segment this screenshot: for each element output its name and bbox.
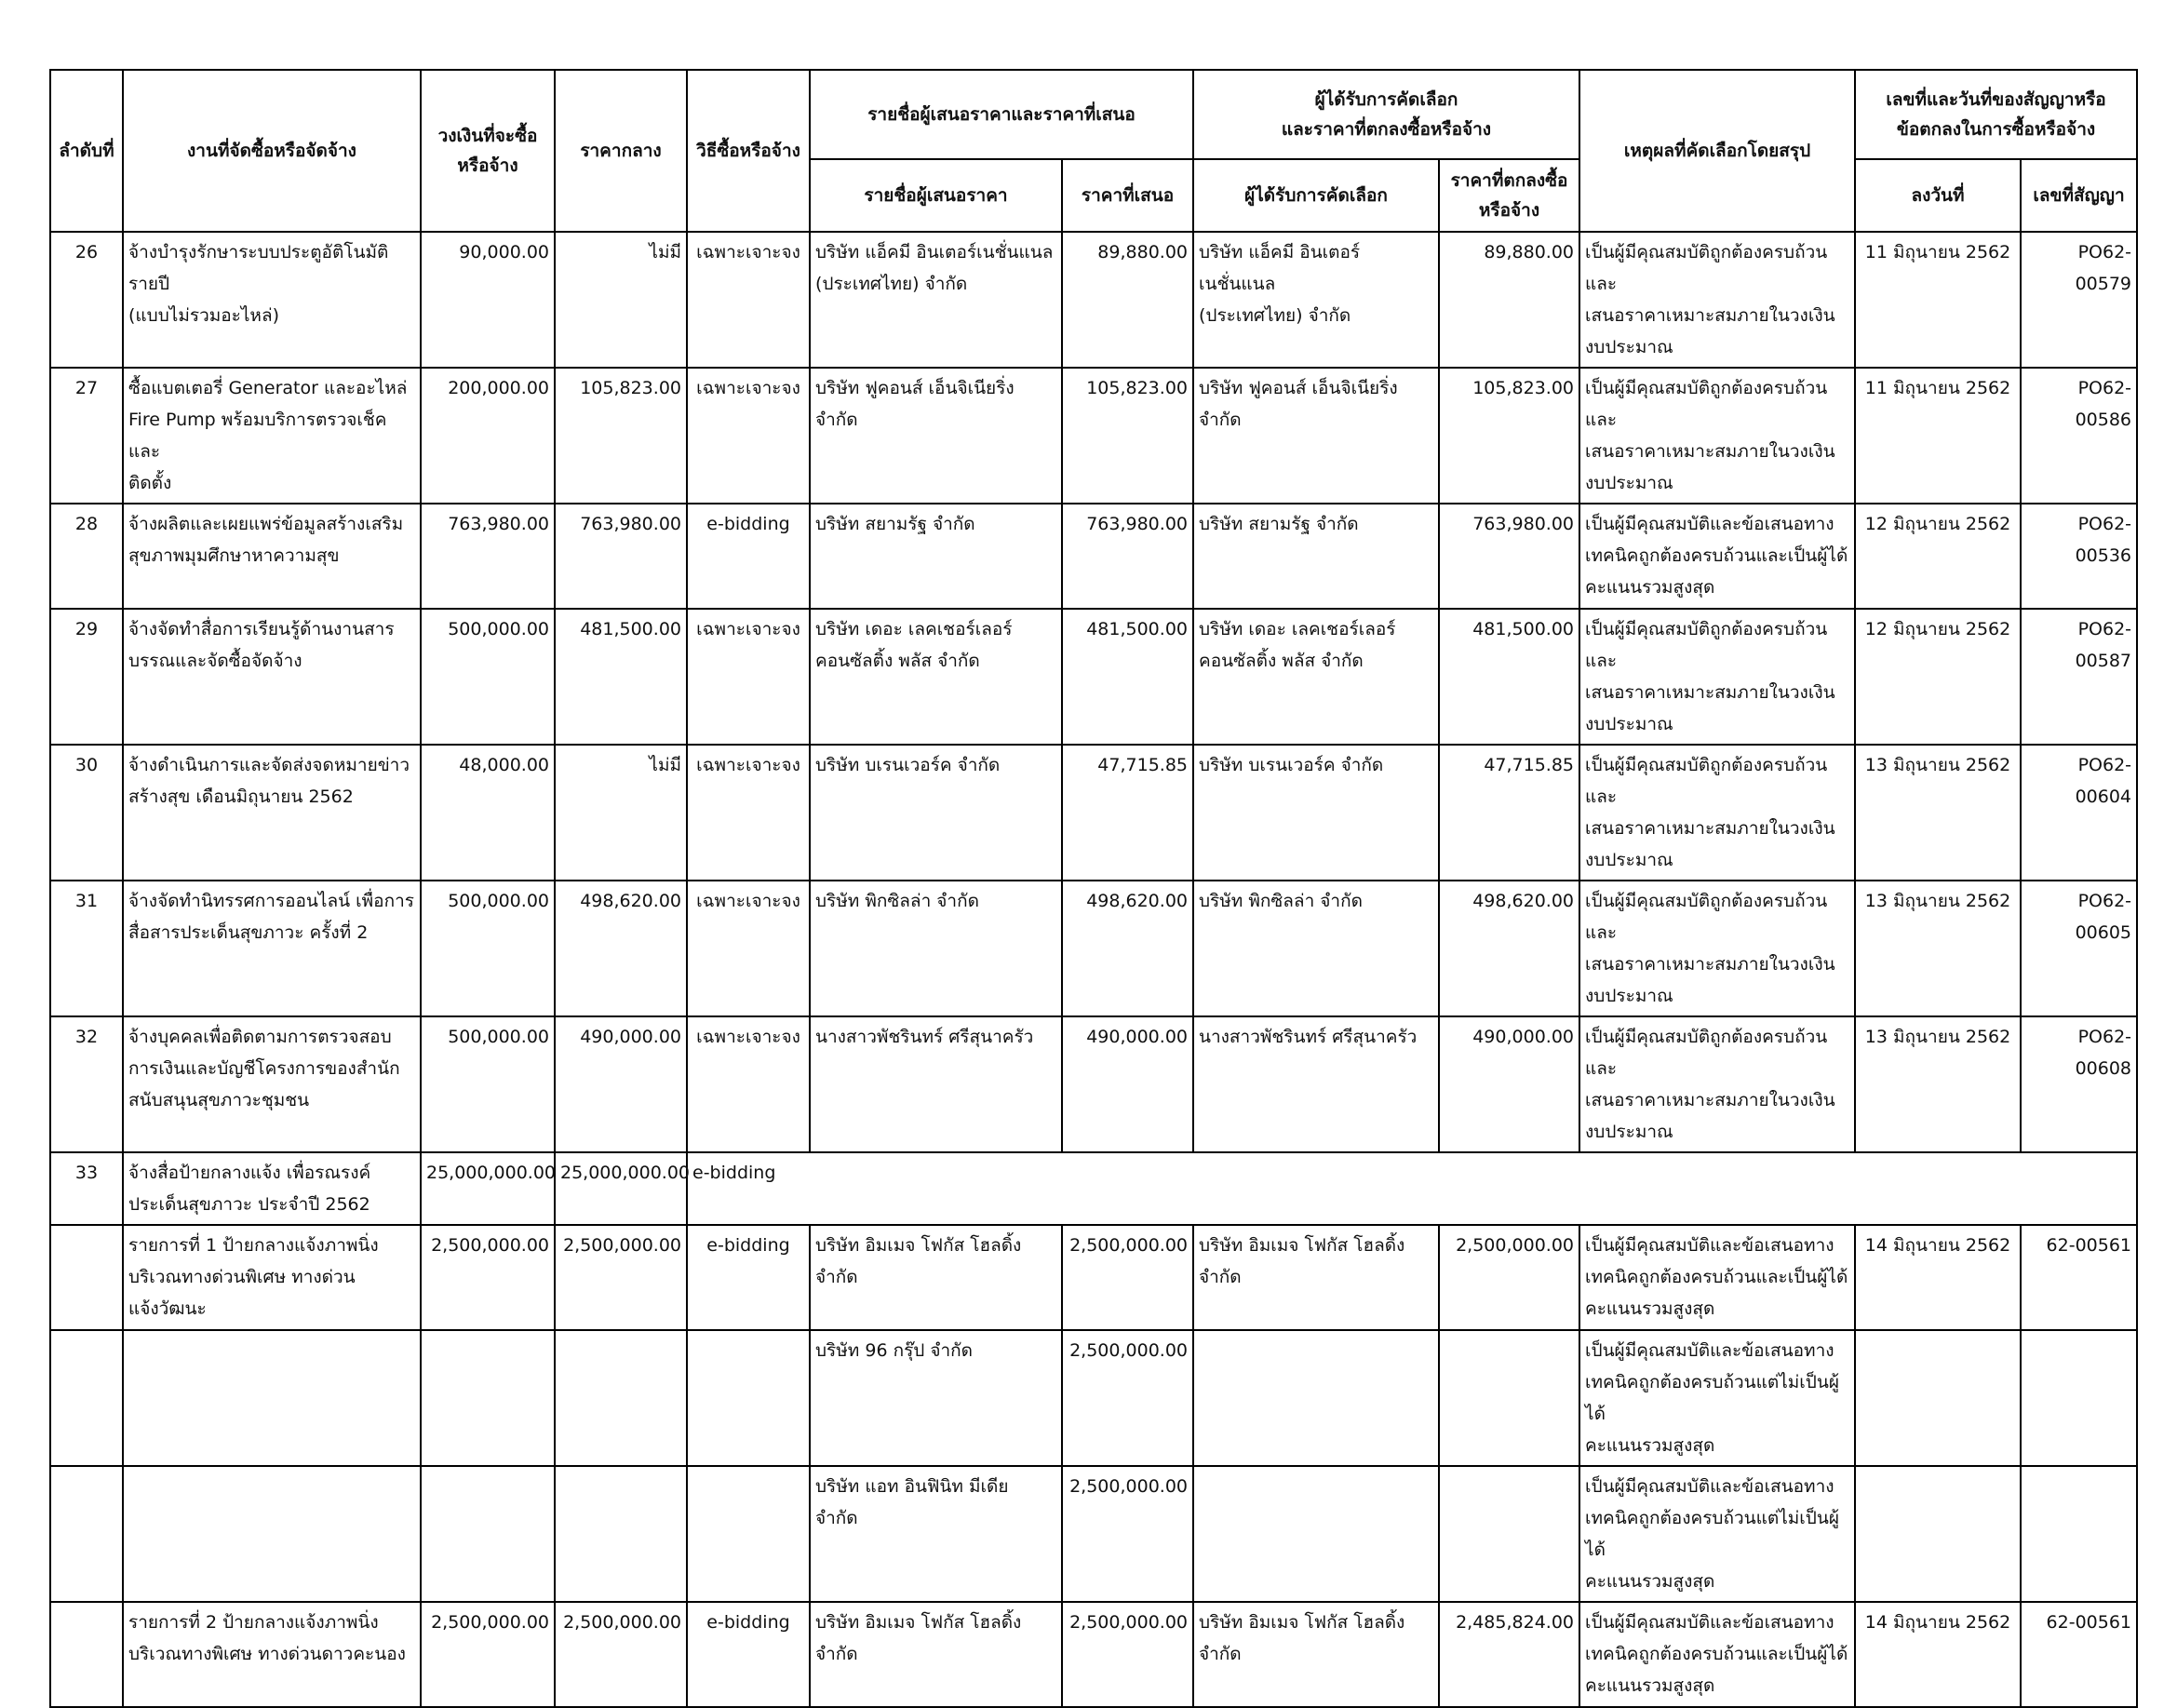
cell-bid-price: 2,500,000.00 [1062, 1602, 1193, 1707]
cell-method: เฉพาะเจาะจง [687, 745, 810, 881]
cell-seq-empty [50, 1225, 123, 1330]
cell-bid-price: 481,500.00 [1062, 609, 1193, 745]
cell-winner: บริษัท บเรนเวอร์ค จำกัด [1193, 745, 1439, 881]
cell-winner: บริษัท เดอะ เลคเชอร์เลอร์ คอนซัลติ้ง พลัส จำกัด [1193, 609, 1439, 745]
cell-contract: PO62-00608 [2021, 1016, 2137, 1152]
table-row [50, 232, 2137, 368]
cell-method: e-bidding [687, 1225, 810, 1330]
procurement-table [49, 69, 2138, 1708]
cell-work: จ้างบุคคลเพื่อติดตามการตรวจสอบ การเงินและบัญชีโครงการของสำนัก สนับสนุนสุขภาวะชุมชน [123, 1016, 421, 1152]
cell-work: รายการที่ 2 ป้ายกลางแจ้งภาพนิ่ง บริเวณทางพิเศษ ทางด่วนดาวคะนอง [123, 1602, 421, 1707]
cell-bidder: บริษัท พิกซิลล่า จำกัด [810, 881, 1062, 1016]
cell-reason: เป็นผู้มีคุณสมบัติและข้อเสนอทาง เทคนิคถูกต้องครบถ้วนแต่ไม่เป็นผู้ได้ คะแนนรวมสูงสุด [1579, 1330, 1855, 1466]
cell-reason: เป็นผู้มีคุณสมบัติถูกต้องครบถ้วนและ เสนอราคาเหมาะสมภายในวงเงิน งบประมาณ [1579, 232, 1855, 368]
cell-date: 14 มิถุนายน 2562 [1855, 1602, 2021, 1707]
table-row [50, 1330, 2137, 1466]
table-row [50, 504, 2137, 609]
cell-method: เฉพาะเจาะจง [687, 368, 810, 504]
table-row [50, 1466, 2137, 1602]
cell-seq: 33 [50, 1152, 123, 1225]
cell-agreed-price: 763,980.00 [1439, 504, 1579, 609]
cell-median: 481,500.00 [555, 609, 687, 745]
cell-contract: PO62-00579 [2021, 232, 2137, 368]
cell-median: 498,620.00 [555, 881, 687, 1016]
cell-budget: 500,000.00 [421, 609, 555, 745]
cell-agreed-price: 490,000.00 [1439, 1016, 1579, 1152]
cell-winner: บริษัท สยามรัฐ จำกัด [1193, 504, 1439, 609]
header-budget: วงเงินที่จะซื้อ หรือจ้าง [421, 70, 555, 232]
cell-bid-price: 2,500,000.00 [1062, 1466, 1193, 1602]
cell-reason: เป็นผู้มีคุณสมบัติและข้อเสนอทาง เทคนิคถูกต้องครบถ้วนและเป็นผู้ได้ คะแนนรวมสูงสุด [1579, 1602, 1855, 1707]
cell-method: e-bidding [687, 504, 810, 609]
table-row [50, 1016, 2137, 1152]
cell-bid-price: 105,823.00 [1062, 368, 1193, 504]
cell-bidder: บริษัท อิมเมจ โฟกัส โฮลดิ้ง จำกัด [810, 1602, 1062, 1707]
cell-winner: บริษัท อิมเมจ โฟกัส โฮลดิ้ง จำกัด [1193, 1225, 1439, 1330]
cell-contract: PO62-00587 [2021, 609, 2137, 745]
cell-agreed-price: 481,500.00 [1439, 609, 1579, 745]
cell-winner: บริษัท พิกซิลล่า จำกัด [1193, 881, 1439, 1016]
cell-seq: 29 [50, 609, 123, 745]
cell-bidder: บริษัท อิมเมจ โฟกัส โฮลดิ้ง จำกัด [810, 1225, 1062, 1330]
header-bidders-group: รายชื่อผู้เสนอราคาและราคาที่เสนอ [810, 70, 1193, 159]
cell-method: เฉพาะเจาะจง [687, 881, 810, 1016]
cell-date: 11 มิถุนายน 2562 [1855, 232, 2021, 368]
cell-contract: PO62-00605 [2021, 881, 2137, 1016]
cell-budget: 200,000.00 [421, 368, 555, 504]
cell-work: รายการที่ 1 ป้ายกลางแจ้งภาพนิ่ง บริเวณทางด่วนพิเศษ ทางด่วนแจ้งวัฒนะ [123, 1225, 421, 1330]
cell-agreed-price: 2,500,000.00 [1439, 1225, 1579, 1330]
cell-bid-price: 47,715.85 [1062, 745, 1193, 881]
header-contract-no: เลขที่สัญญา [2021, 159, 2137, 232]
cell-seq: 28 [50, 504, 123, 609]
table-row [50, 745, 2137, 881]
cell-bidder: บริษัท เดอะ เลคเชอร์เลอร์ คอนซัลติ้ง พลัส จำกัด [810, 609, 1062, 745]
header-median-price: ราคากลาง [555, 70, 687, 232]
header-method: วิธีซื้อหรือจ้าง [687, 70, 810, 232]
cell-winner: บริษัท อิมเมจ โฟกัส โฮลดิ้ง จำกัด [1193, 1602, 1439, 1707]
header-winner-name: ผู้ได้รับการคัดเลือก [1193, 159, 1439, 232]
cell-median: 490,000.00 [555, 1016, 687, 1152]
cell-reason: เป็นผู้มีคุณสมบัติและข้อเสนอทาง เทคนิคถูกต้องครบถ้วนและเป็นผู้ได้ คะแนนรวมสูงสุด [1579, 504, 1855, 609]
cell-winner: บริษัท แอ็คมี อินเตอร์เนชั่นแนล (ประเทศไทย) จำกัด [1193, 232, 1439, 368]
cell-seq: 31 [50, 881, 123, 1016]
cell-method: e-bidding [687, 1152, 2137, 1225]
header-agreed-price: ราคาที่ตกลงซื้อ หรือจ้าง [1439, 159, 1579, 232]
table-body [50, 232, 2137, 1152]
cell-reason: เป็นผู้มีคุณสมบัติถูกต้องครบถ้วนและ เสนอราคาเหมาะสมภายในวงเงิน งบประมาณ [1579, 368, 1855, 504]
cell-bid-price: 89,880.00 [1062, 232, 1193, 368]
cell-work: จ้างสื่อป้ายกลางแจ้ง เพื่อรณรงค์ ประเด็นสุขภาวะ ประจำปี 2562 [123, 1152, 421, 1225]
cell-bid-price: 490,000.00 [1062, 1016, 1193, 1152]
cell-budget: 2,500,000.00 [421, 1225, 555, 1330]
cell-budget: 25,000,000.00 [421, 1152, 555, 1225]
header-contract-group: เลขที่และวันที่ของสัญญาหรือ ข้อตกลงในการซื้อหรือจ้าง [1855, 70, 2137, 159]
cell-reason: เป็นผู้มีคุณสมบัติและข้อเสนอทาง เทคนิคถูกต้องครบถ้วนแต่ไม่เป็นผู้ได้ คะแนนรวมสูงสุด [1579, 1466, 1855, 1602]
table-row [50, 368, 2137, 504]
cell-work: จ้างจัดทำสื่อการเรียนรู้ด้านงานสาร บรรณและจัดซื้อจัดจ้าง [123, 609, 421, 745]
cell-bidder: บริษัท 96 กรุ๊ป จำกัด [810, 1330, 1062, 1466]
cell-date: 14 มิถุนายน 2562 [1855, 1225, 2021, 1330]
header-signed-date: ลงวันที่ [1855, 159, 2021, 232]
row-33-group [50, 1152, 2137, 1707]
cell-budget: 90,000.00 [421, 232, 555, 368]
header-reason: เหตุผลที่คัดเลือกโดยสรุป [1579, 70, 1855, 232]
cell-bidder: บริษัท แอท อินฟินิท มีเดีย จำกัด [810, 1466, 1062, 1602]
cell-contract: PO62-00536 [2021, 504, 2137, 609]
cell-method: เฉพาะเจาะจง [687, 609, 810, 745]
cell-bidder: บริษัท บเรนเวอร์ค จำกัด [810, 745, 1062, 881]
cell-bidder: บริษัท ฟูคอนส์ เอ็นจิเนียริ่ง จำกัด [810, 368, 1062, 504]
cell-method: e-bidding [687, 1602, 810, 1707]
cell-budget: 500,000.00 [421, 881, 555, 1016]
cell-median: 763,980.00 [555, 504, 687, 609]
cell-bid-price: 763,980.00 [1062, 504, 1193, 609]
cell-bidder: บริษัท สยามรัฐ จำกัด [810, 504, 1062, 609]
cell-reason: เป็นผู้มีคุณสมบัติถูกต้องครบถ้วนและ เสนอราคาเหมาะสมภายในวงเงิน งบประมาณ [1579, 609, 1855, 745]
cell-date: 13 มิถุนายน 2562 [1855, 745, 2021, 881]
cell-median: 2,500,000.00 [555, 1602, 687, 1707]
cell-median: 105,823.00 [555, 368, 687, 504]
cell-method: เฉพาะเจาะจง [687, 1016, 810, 1152]
cell-budget: 48,000.00 [421, 745, 555, 881]
header-work: งานที่จัดซื้อหรือจัดจ้าง [123, 70, 421, 232]
cell-bid-price: 2,500,000.00 [1062, 1330, 1193, 1466]
header-winner-group: ผู้ได้รับการคัดเลือก และราคาที่ตกลงซื้อหรือจ้าง [1193, 70, 1579, 159]
table-row [50, 1225, 2137, 1330]
cell-reason: เป็นผู้มีคุณสมบัติและข้อเสนอทาง เทคนิคถูกต้องครบถ้วนและเป็นผู้ได้ คะแนนรวมสูงสุด [1579, 1225, 1855, 1330]
cell-work: ซื้อแบตเตอรี่ Generator และอะไหล่ Fire Pump พร้อมบริการตรวจเช็คและ ติดตั้ง [123, 368, 421, 504]
cell-seq-empty [50, 1602, 123, 1707]
cell-contract: 62-00561 [2021, 1602, 2137, 1707]
cell-median: ไม่มี [555, 745, 687, 881]
cell-agreed-price: 47,715.85 [1439, 745, 1579, 881]
cell-seq: 32 [50, 1016, 123, 1152]
cell-median: ไม่มี [555, 232, 687, 368]
cell-median: 25,000,000.00 [555, 1152, 687, 1225]
header-bid-price: ราคาที่เสนอ [1062, 159, 1193, 232]
cell-reason: เป็นผู้มีคุณสมบัติถูกต้องครบถ้วนและ เสนอราคาเหมาะสมภายในวงเงิน งบประมาณ [1579, 745, 1855, 881]
table-row [50, 1602, 2137, 1707]
cell-seq: 26 [50, 232, 123, 368]
cell-bidder: นางสาวพัชรินทร์ ศรีสุนาครัว [810, 1016, 1062, 1152]
header-seq: ลำดับที่ [50, 70, 123, 232]
cell-reason: เป็นผู้มีคุณสมบัติถูกต้องครบถ้วนและ เสนอราคาเหมาะสมภายในวงเงิน งบประมาณ [1579, 881, 1855, 1016]
cell-budget: 763,980.00 [421, 504, 555, 609]
cell-date: 11 มิถุนายน 2562 [1855, 368, 2021, 504]
cell-seq: 30 [50, 745, 123, 881]
table-row [50, 609, 2137, 745]
cell-winner: บริษัท ฟูคอนส์ เอ็นจิเนียริ่ง จำกัด [1193, 368, 1439, 504]
cell-bidder: บริษัท แอ็คมี อินเตอร์เนชั่นแนล (ประเทศไทย) จำกัด [810, 232, 1062, 368]
cell-bid-price: 498,620.00 [1062, 881, 1193, 1016]
cell-work: จ้างผลิตและเผยแพร่ข้อมูลสร้างเสริม สุขภาพมุมศึกษาหาความสุข [123, 504, 421, 609]
cell-agreed-price: 498,620.00 [1439, 881, 1579, 1016]
cell-agreed-price: 105,823.00 [1439, 368, 1579, 504]
cell-work: จ้างดำเนินการและจัดส่งจดหมายข่าว สร้างสุข เดือนมิถุนายน 2562 [123, 745, 421, 881]
cell-date: 12 มิถุนายน 2562 [1855, 609, 2021, 745]
cell-seq: 27 [50, 368, 123, 504]
cell-winner: นางสาวพัชรินทร์ ศรีสุนาครัว [1193, 1016, 1439, 1152]
cell-method: เฉพาะเจาะจง [687, 232, 810, 368]
cell-date: 12 มิถุนายน 2562 [1855, 504, 2021, 609]
cell-bid-price: 2,500,000.00 [1062, 1225, 1193, 1330]
cell-budget: 2,500,000.00 [421, 1602, 555, 1707]
cell-reason: เป็นผู้มีคุณสมบัติถูกต้องครบถ้วนและ เสนอราคาเหมาะสมภายในวงเงิน งบประมาณ [1579, 1016, 1855, 1152]
header-bidder-name: รายชื่อผู้เสนอราคา [810, 159, 1062, 232]
cell-work: จ้างจัดทำนิทรรศการออนไลน์ เพื่อการ สื่อสารประเด็นสุขภาวะ ครั้งที่ 2 [123, 881, 421, 1016]
cell-median: 2,500,000.00 [555, 1225, 687, 1330]
cell-contract: 62-00561 [2021, 1225, 2137, 1330]
table-row [50, 881, 2137, 1016]
cell-agreed-price: 2,485,824.00 [1439, 1602, 1579, 1707]
cell-date: 13 มิถุนายน 2562 [1855, 881, 2021, 1016]
cell-date: 13 มิถุนายน 2562 [1855, 1016, 2021, 1152]
cell-work: จ้างบำรุงรักษาระบบประตูอัติโนมัติรายปี (แบบไม่รวมอะไหล่) [123, 232, 421, 368]
table-row [50, 1152, 2137, 1225]
cell-agreed-price: 89,880.00 [1439, 232, 1579, 368]
cell-contract: PO62-00586 [2021, 368, 2137, 504]
cell-budget: 500,000.00 [421, 1016, 555, 1152]
cell-contract: PO62-00604 [2021, 745, 2137, 881]
